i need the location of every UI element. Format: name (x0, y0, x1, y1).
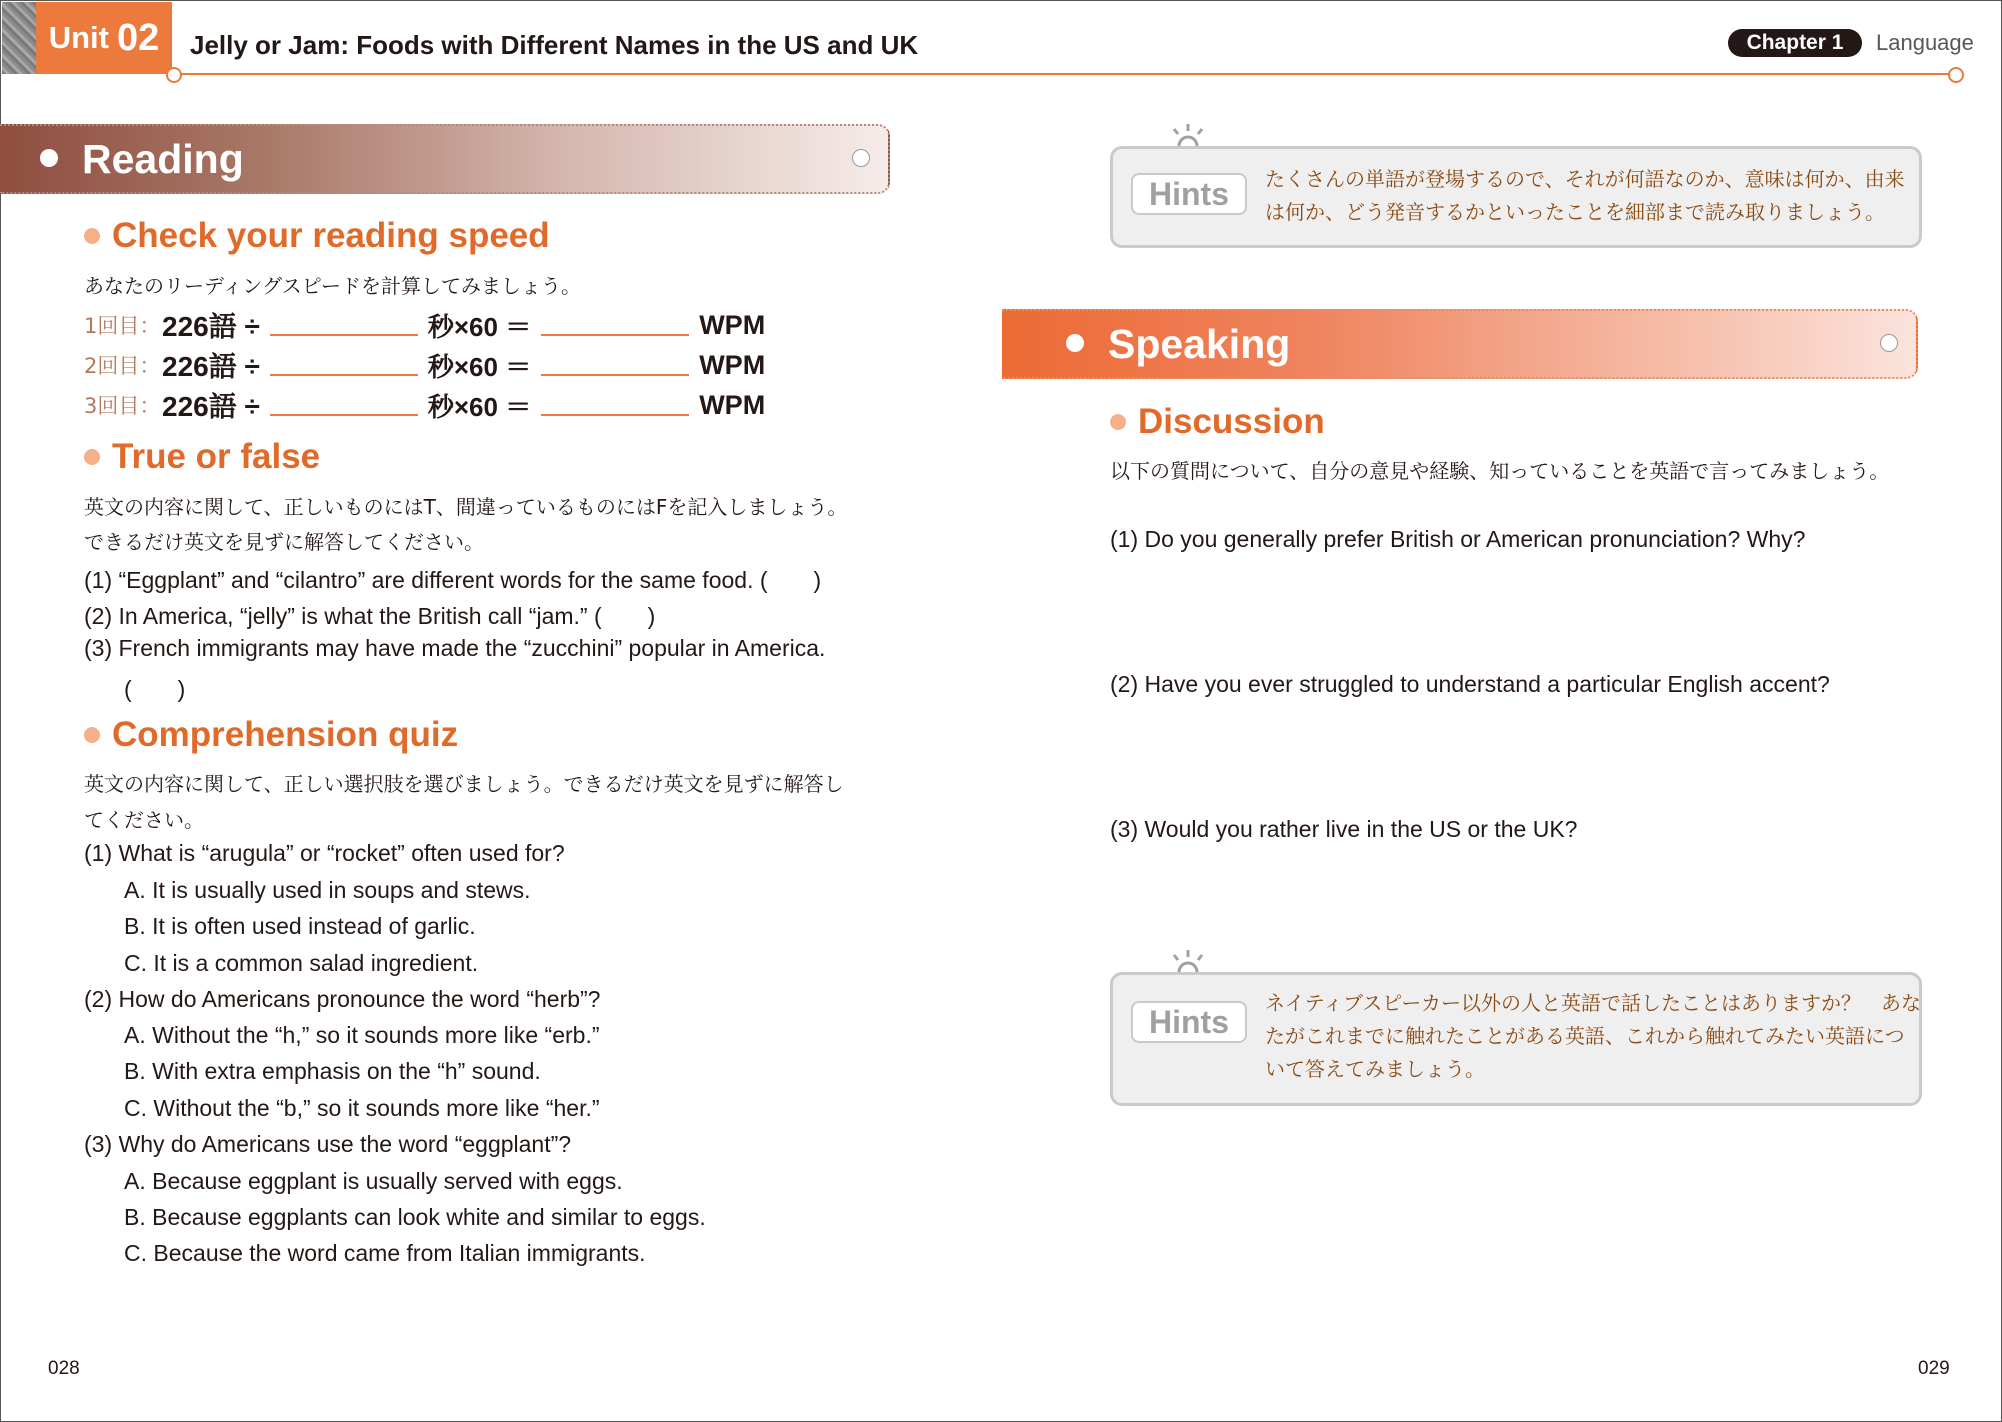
quiz-option: C. Because the word came from Italian immigrants. (124, 1240, 646, 1266)
quiz-heading (84, 715, 458, 755)
tf-instruction-1: 英文の内容に関して、正しいものにはT、間違っているものにはFを記入しましょう。 (84, 495, 848, 519)
speed-calc: 226語 ÷ (162, 311, 260, 342)
tf-item-1: (1) “Eggplant” and “cilantro” are different words for the same food. ( ) (84, 567, 822, 593)
speed-heading-text: Check your reading speed (112, 216, 550, 255)
quiz-option: A. It is usually used in soups and stews. (124, 877, 531, 903)
speed-instruction: あなたのリーディングスピードを計算してみましょう。 (84, 274, 581, 298)
discussion-question: (1) Do you generally prefer British or American pronunciation? Why? (1110, 526, 1806, 552)
heading-bullet (84, 449, 100, 465)
quiz-option: C. Without the “b,” so it sounds more like “her.” (124, 1095, 600, 1121)
speed-row (84, 348, 765, 382)
speed-unit: WPM (699, 349, 766, 380)
speed-calc: 226語 ÷ (162, 351, 260, 382)
header-rule-dot-right (1948, 67, 1964, 83)
quiz-option: B. It is often used instead of garlic. (124, 913, 476, 939)
discussion-heading-text: Discussion (1138, 402, 1325, 441)
unit-number: 02 (116, 16, 160, 59)
hints-text-line: たくさんの単語が登場するので、それが何語なのか、意味は何か、由来 (1265, 167, 1905, 191)
seconds-blank[interactable] (270, 373, 418, 376)
chapter-name: Language (1876, 30, 1974, 55)
quiz-option: C. It is a common salad ingredient. (124, 950, 479, 976)
seconds-blank[interactable] (270, 413, 418, 416)
quiz-question: (1) What is “arugula” or “rocket” often used for? (84, 840, 565, 866)
unit-title: Jelly or Jam: Foods with Different Names in the US and UK (190, 30, 919, 60)
wpm-blank[interactable] (541, 413, 689, 416)
quiz-option: A. Because eggplant is usually served with eggs. (124, 1168, 623, 1194)
chapter-badge: Chapter 1 (1728, 29, 1862, 57)
hints-text-line: いて答えてみましょう。 (1265, 1057, 1485, 1081)
hints-box-speaking (1110, 972, 1922, 1106)
speed-row (84, 308, 765, 342)
speed-round: 1回目： (84, 314, 161, 338)
tf-item-3: (3) French immigrants may have made the “zucchini” popular in America. (84, 635, 826, 661)
heading-bullet (84, 727, 100, 743)
speed-unit: WPM (699, 309, 766, 340)
speed-round: 2回目： (84, 354, 161, 378)
seconds-blank[interactable] (270, 333, 418, 336)
tf-item-2: (2) In America, “jelly” is what the British call “jam.” ( ) (84, 603, 656, 629)
quiz-option: A. Without the “h,” so it sounds more like “erb.” (124, 1022, 600, 1048)
tf-heading (84, 437, 320, 477)
tf-item-3-blank[interactable]: ( ) (124, 676, 186, 702)
hints-label: Hints (1131, 173, 1247, 215)
header-rule (172, 73, 1954, 75)
heading-bullet (1110, 414, 1126, 430)
speed-mid: 秒×60 ＝ (427, 311, 532, 342)
quiz-instruction-1: 英文の内容に関して、正しい選択肢を選びましょう。できるだけ英文を見ずに解答し (84, 772, 844, 796)
quiz-instruction-2: てください。 (84, 808, 204, 832)
quiz-question: (2) How do Americans pronounce the word “herb”? (84, 986, 601, 1012)
quiz-heading-text: Comprehension quiz (112, 715, 459, 754)
speed-mid: 秒×60 ＝ (427, 351, 532, 382)
wpm-blank[interactable] (541, 333, 689, 336)
unit-word: Unit (48, 20, 109, 55)
header-texture (2, 2, 36, 74)
header-rule-dot-left (166, 67, 182, 83)
banner-bullet (40, 149, 58, 167)
unit-badge (36, 2, 172, 74)
speed-heading (84, 216, 550, 256)
reading-banner (0, 124, 890, 194)
page-number-left: 028 (48, 1358, 80, 1379)
discussion-question: (3) Would you rather live in the US or the UK? (1110, 816, 1578, 842)
hints-box-reading (1110, 146, 1922, 248)
heading-bullet (84, 228, 100, 244)
speed-round: 3回目： (84, 394, 161, 418)
page-number-right: 029 (1918, 1358, 1950, 1379)
speed-unit: WPM (699, 389, 766, 420)
banner-ring (1880, 334, 1898, 352)
speaking-banner-title: Speaking (1108, 321, 1291, 367)
banner-ring (852, 149, 870, 167)
quiz-option: B. Because eggplants can look white and similar to eggs. (124, 1204, 706, 1230)
speaking-banner (1002, 309, 1918, 379)
wpm-blank[interactable] (541, 373, 689, 376)
banner-bullet (1066, 334, 1084, 352)
hints-text-line: ネイティブスピーカー以外の人と英語で話したことはありますか？ あな (1265, 991, 1921, 1015)
speed-calc: 226語 ÷ (162, 391, 260, 422)
tf-instruction-2: できるだけ英文を見ずに解答してください。 (84, 530, 484, 554)
hints-label: Hints (1131, 1001, 1247, 1043)
hints-text-line: たがこれまでに触れたことがある英語、これから触れてみたい英語につ (1265, 1024, 1905, 1048)
quiz-question: (3) Why do Americans use the word “eggplant”? (84, 1131, 572, 1157)
speed-mid: 秒×60 ＝ (427, 391, 532, 422)
discussion-heading (1110, 402, 1325, 442)
reading-banner-title: Reading (82, 136, 244, 182)
discussion-instruction: 以下の質問について、自分の意見や経験、知っていることを英語で言ってみましょう。 (1110, 459, 1890, 483)
speed-row (84, 388, 765, 422)
quiz-option: B. With extra emphasis on the “h” sound. (124, 1058, 541, 1084)
discussion-question: (2) Have you ever struggled to understand a particular English accent? (1110, 671, 1830, 697)
tf-heading-text: True or false (112, 437, 321, 476)
hints-text-line: は何か、どう発音するかといったことを細部まで読み取りましょう。 (1265, 200, 1885, 224)
